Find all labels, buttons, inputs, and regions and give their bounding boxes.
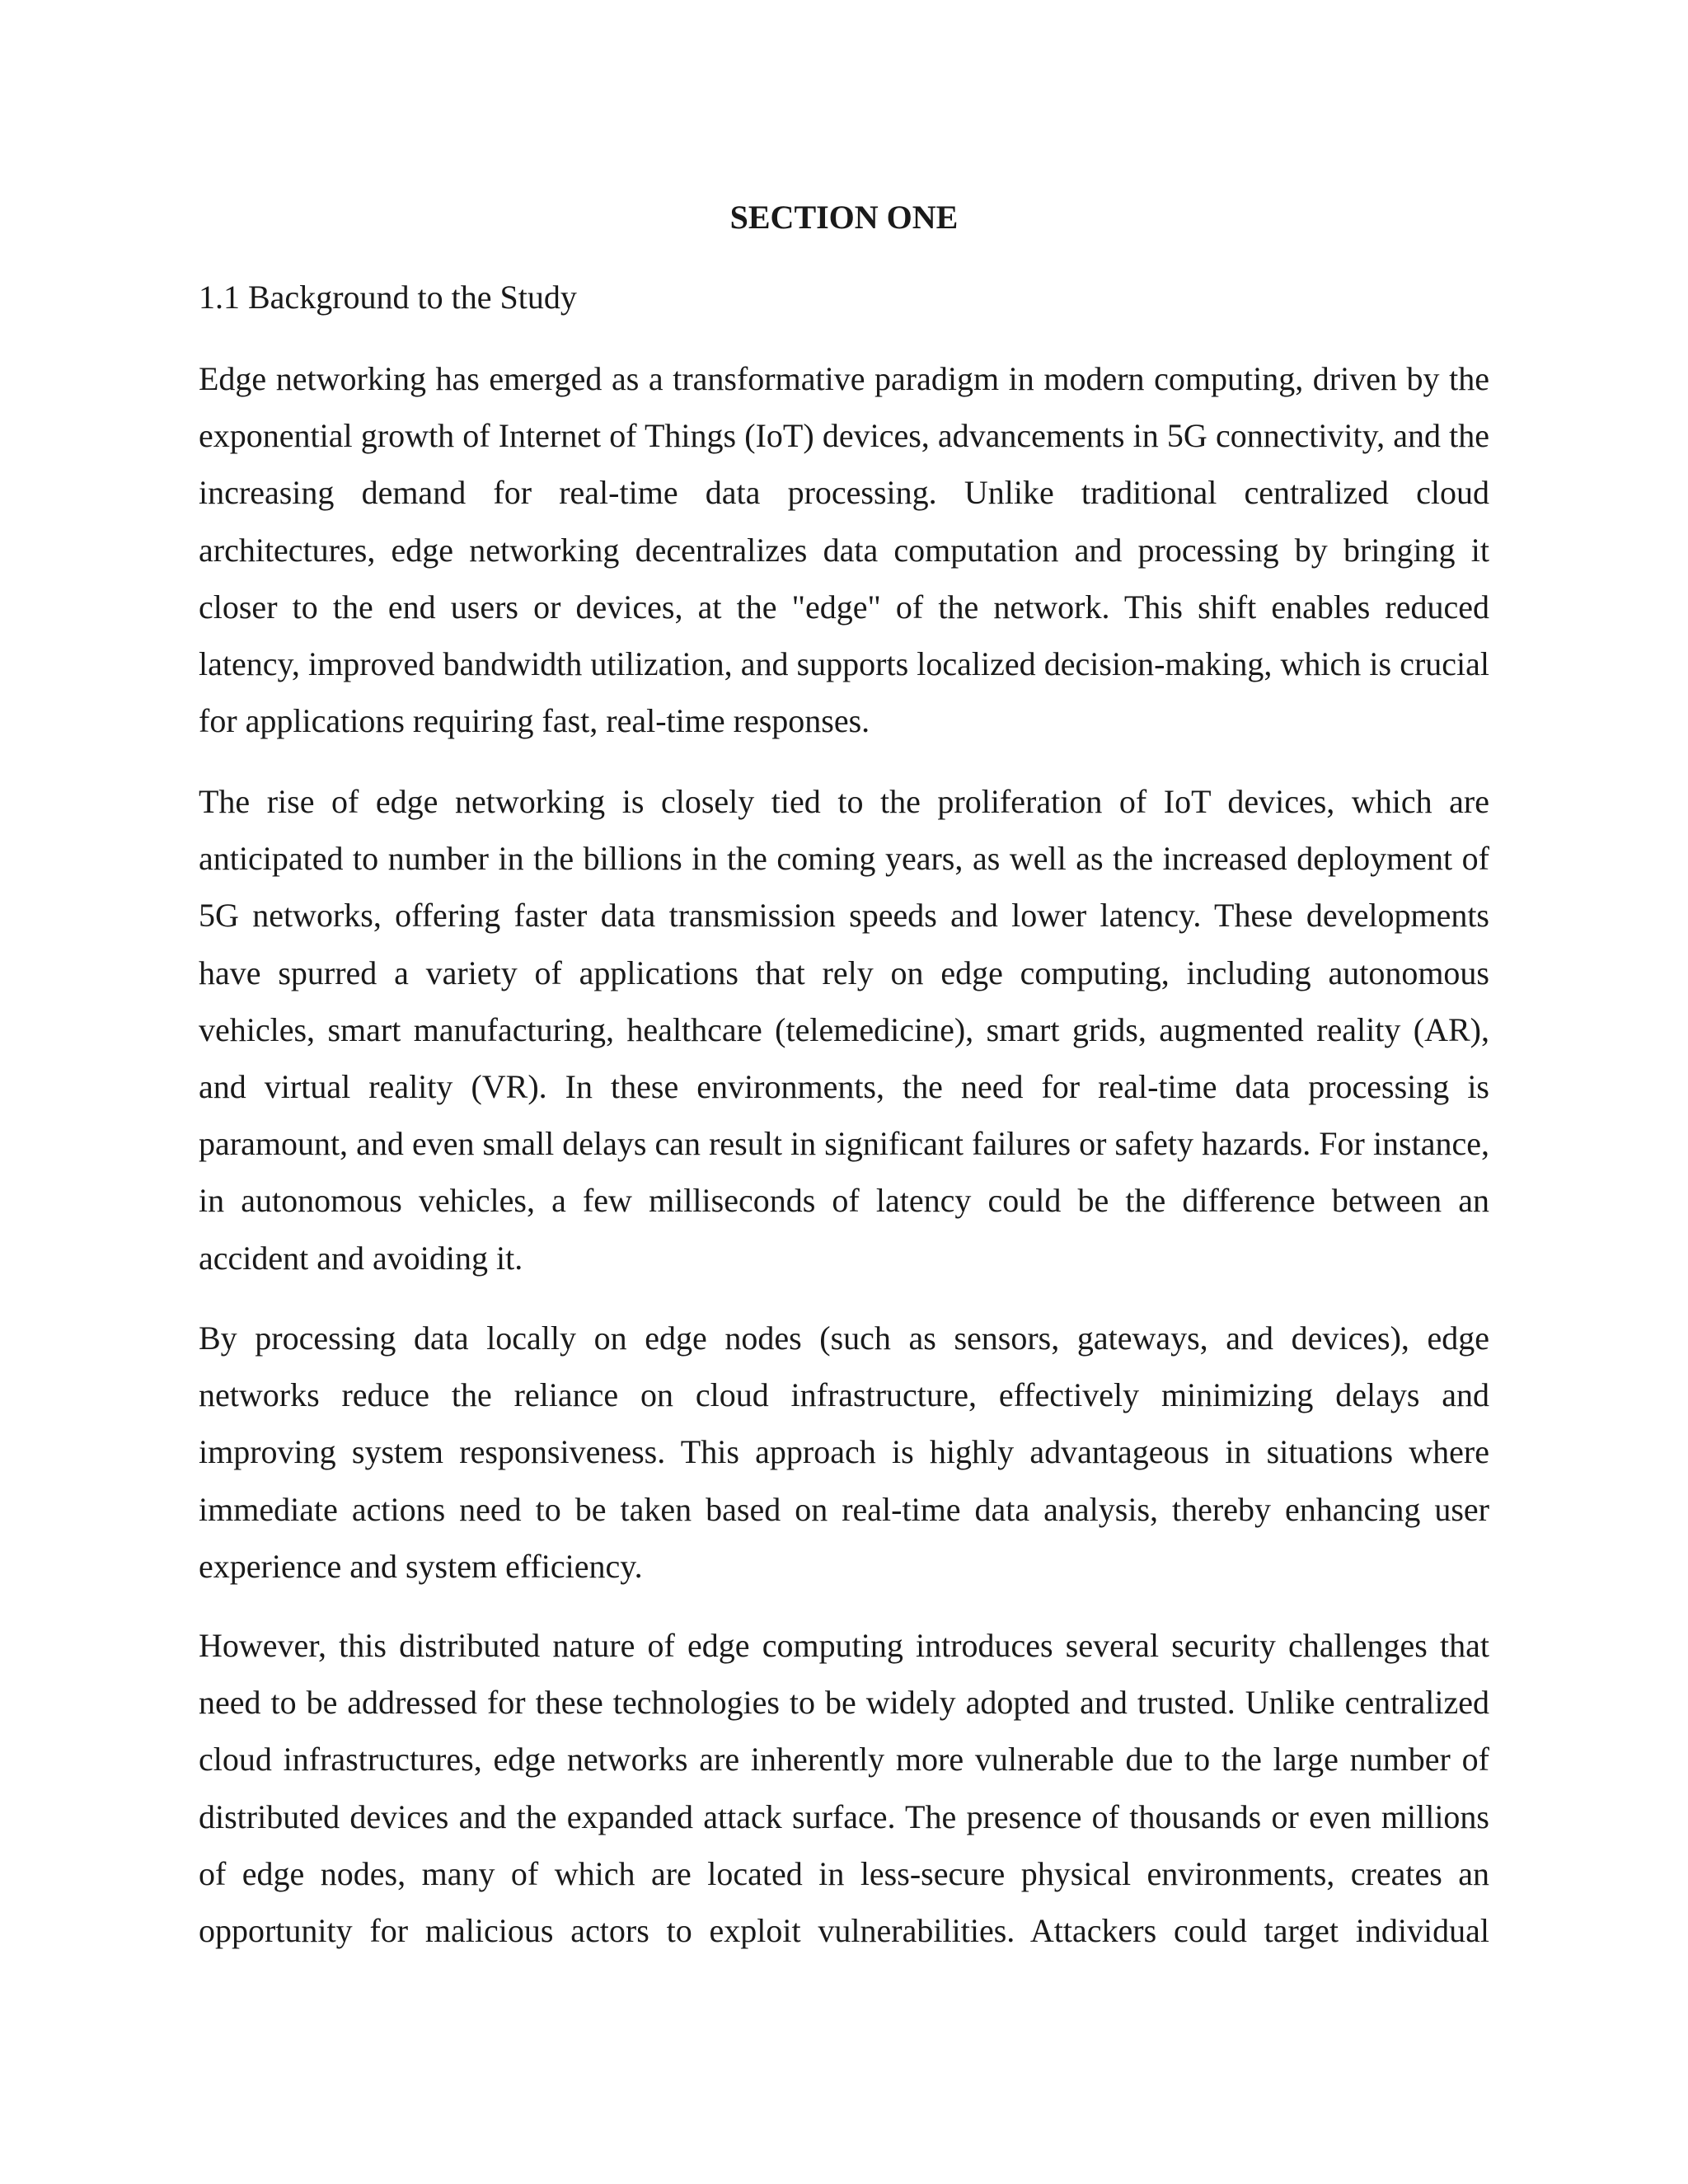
section-title: SECTION ONE xyxy=(729,199,959,236)
paragraph: By processing data locally on edge nodes (such as sensors, gateways, and devices), edge networks reduce the reliance on cloud infrastructure, effectively minimizing delays and improving system responsiveness. This approach is highly advantageous in situations where immediate actions need to be taken based on real-time data analysis, thereby enhancing user experience and system efficiency. xyxy=(199,1319,1489,1585)
paragraph: The rise of edge networking is closely tied to the proliferation of IoT devices, which are anticipated to number in the billions in the coming years, as well as the increased deployment of 5G networks, offering faster data transmission speeds and lower latency. These developments have spurred a variety of applications that rely on edge computing, including autonomous vehicles, smart manufacturing, healthcare (telemedicine), smart grids, augmented reality (AR), and virtual reality (VR). In these environments, the need for real-time data processing is paramount, and even small delays can result in significant failures or safety hazards. For instance, in autonomous vehicles, a few milliseconds of latency could be the difference between an accident and avoiding it. xyxy=(199,783,1489,1277)
paragraph: However, this distributed nature of edge computing introduces several security challenges that need to be addressed for these technologies to be widely adopted and trusted. Unlike centralized cloud infrastructures, edge networks are inherently more vulnerable due to the large number of distributed devices and the expanded attack surface. The presence of thousands or even millions of edge nodes, many of which are located in less-secure physical environments, creates an opportunity for malicious actors to exploit vulnerabilities. Attackers could target individual xyxy=(199,1627,1489,1950)
paragraph: Edge networking has emerged as a transformative paradigm in modern computing, driven by the exponential growth of Internet of Things (IoT) devices, advancements in 5G connectivity, and the increasing demand for real-time data processing. Unlike traditional centralized cloud architectures, edge networking decentralizes data computation and processing by bringing it closer to the end users or devices, at the "edge" of the network. This shift enables reduced latency, improved bandwidth utilization, and supports localized decision-making, which is crucial for applications requiring fast, real-time responses. xyxy=(199,360,1489,740)
subsection-heading: 1.1 Background to the Study xyxy=(199,279,577,316)
